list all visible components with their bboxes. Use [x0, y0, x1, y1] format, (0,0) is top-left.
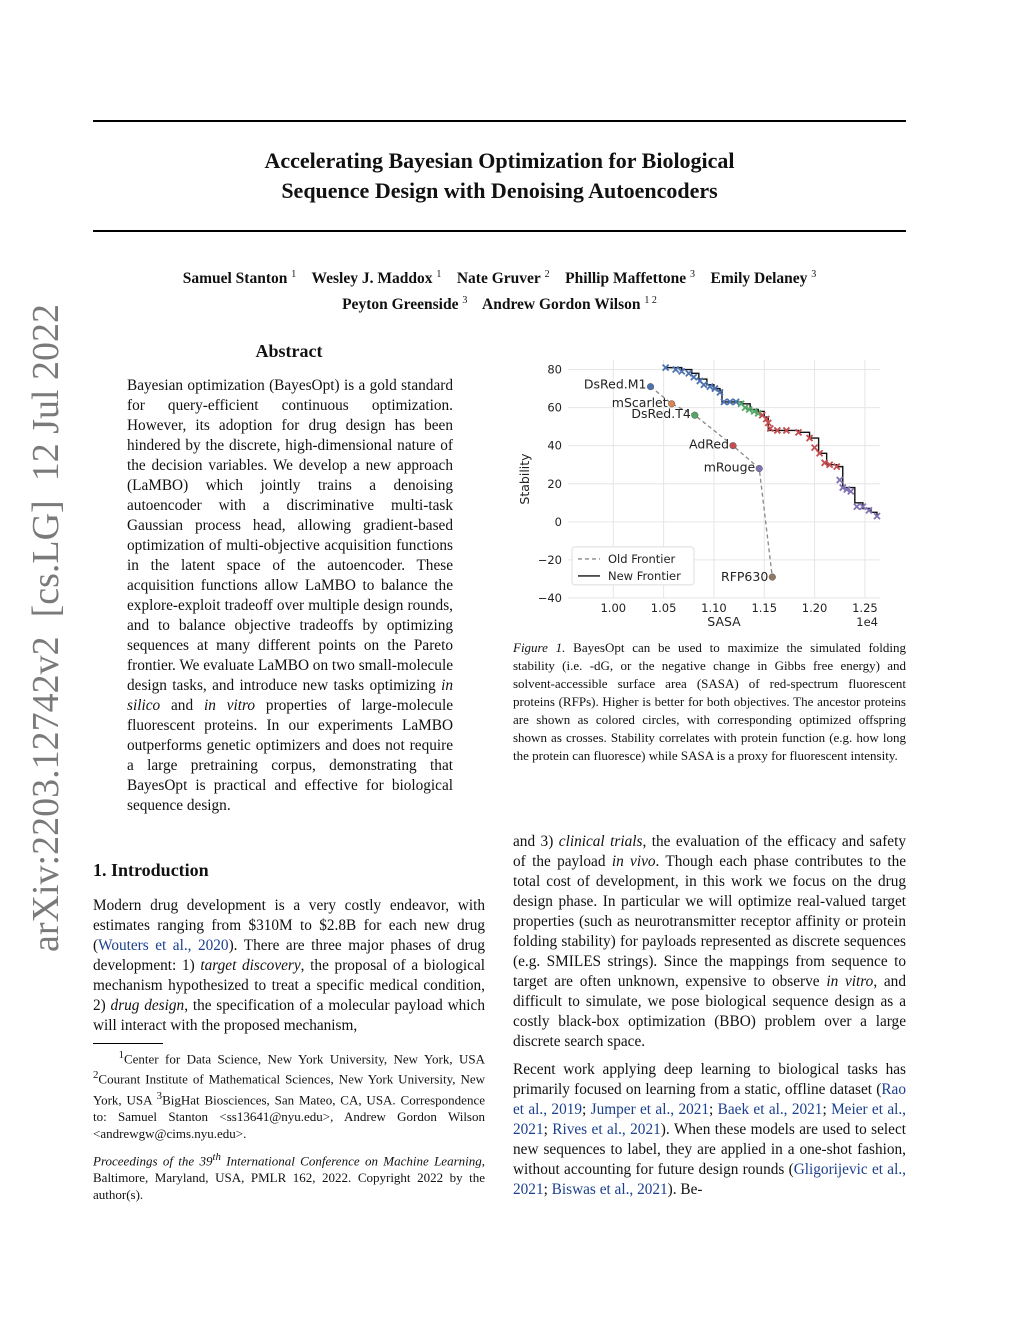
- footnote-marker: 3: [156, 1089, 163, 1102]
- footnote-marker: 1: [118, 1049, 124, 1061]
- ancestor-point: [730, 442, 737, 449]
- ancestor-point: [647, 383, 654, 390]
- proceedings-text: , Baltimore, Maryland, USA, PMLR 162, 2022. Copyright 2022 by the author(s).: [93, 1153, 485, 1203]
- citation-link[interactable]: Gligorijevic et al., 2021: [513, 1161, 906, 1198]
- abstract-emphasis: in silico: [127, 677, 453, 714]
- citation-link[interactable]: Biswas et al., 2021: [551, 1181, 668, 1198]
- paper-title: [93, 146, 906, 206]
- author-affiliation: 1: [436, 269, 442, 280]
- legend-new-frontier-label: New Frontier: [608, 568, 681, 583]
- offspring-point: [837, 477, 843, 483]
- footnote-text: Courant Institute of Mathematical Sciences, New York University, New York, USA: [93, 1071, 485, 1107]
- footnote-text: BigHat Biosciences, San Mateo, CA, USA. Correspondence to: Samuel Stanton <ss13641@nyu.edu>, Andrew Gordon Wilson <andrewgw@cims.nyu.edu>.: [93, 1091, 485, 1141]
- pareto-frontier-chart: [513, 350, 906, 635]
- author-affiliation: 3: [811, 269, 817, 280]
- author-name: Wesley J. Maddox: [311, 270, 433, 288]
- title-line-1: Accelerating Bayesian Optimization for Biological: [264, 148, 735, 173]
- y-tick-label: 80: [547, 362, 562, 377]
- author-line-1: [93, 264, 906, 290]
- intro-text: ). There are three major phases of drug development: 1): [93, 937, 485, 974]
- x-axis-scale-label: 1e4: [856, 615, 878, 629]
- body-text: , the evaluation of the efficacy and safety of the payload: [513, 833, 906, 870]
- ancestor-label: AdRed: [689, 436, 730, 452]
- figure-label: Figure 1.: [513, 640, 566, 655]
- figure-caption: [513, 639, 906, 765]
- abstract-heading: Abstract: [255, 341, 323, 361]
- paragraph: [513, 1060, 906, 1200]
- proceedings-venue: International Conference on Machine Learning: [220, 1153, 482, 1169]
- body-emphasis: clinical trials: [558, 833, 643, 850]
- body-text: and 3): [513, 833, 559, 850]
- citation-link[interactable]: Rao et al., 2019: [513, 1081, 906, 1118]
- ancestor-point: [769, 574, 776, 581]
- citation-link[interactable]: Rives et al., 2021: [552, 1121, 661, 1138]
- proceedings-note: [93, 1149, 485, 1203]
- abstract-emphasis: in vitro: [203, 697, 256, 714]
- x-tick-label: 1.10: [701, 601, 727, 615]
- citation-link[interactable]: Meier et al., 2021: [513, 1101, 907, 1138]
- title-line-2: Sequence Design with Denoising Autoencoders: [281, 178, 718, 203]
- author-affiliation: 2: [544, 269, 550, 280]
- author-name: Andrew Gordon Wilson: [482, 296, 641, 314]
- offspring-point: [854, 504, 860, 510]
- arxiv-stamp-text: arXiv:2203.12742v2 [cs.LG] 12 Jul 2022: [25, 303, 67, 952]
- ancestor-label: mRouge: [703, 459, 756, 475]
- author-affiliation: 3: [462, 295, 468, 307]
- footnote-marker: 2: [93, 1069, 99, 1082]
- x-tick-label: 1.00: [600, 601, 627, 615]
- y-tick-label: −40: [537, 591, 562, 605]
- ancestor-label: DsRed.T4: [631, 406, 691, 422]
- author-line-2: [93, 290, 906, 316]
- author-name: Emily Delaney: [710, 270, 808, 288]
- author-list: [93, 264, 906, 316]
- ancestor-point: [756, 465, 763, 472]
- ancestor-label: RFP630: [721, 569, 769, 585]
- x-axis-label: SASA: [707, 614, 741, 629]
- citation-separator: ;: [543, 1121, 553, 1138]
- intro-text: Modern drug development is a very costly endeavor, with estimates ranging from $310M to $2.8B for each new drug (: [93, 897, 485, 954]
- proceedings-ordinal: th: [212, 1151, 221, 1163]
- ancestor-label: DsRed.M1: [583, 376, 647, 392]
- proceedings-venue: Proceedings of the 39: [93, 1153, 213, 1169]
- author-name: Phillip Maffettone: [565, 270, 687, 288]
- x-tick-label: 1.05: [650, 601, 677, 615]
- y-axis-label: Stability: [517, 453, 532, 505]
- abstract-text: and: [160, 697, 204, 714]
- offspring-point: [691, 374, 697, 380]
- abstract-body: [127, 376, 453, 816]
- citation-link[interactable]: Baek et al., 2021: [717, 1101, 823, 1118]
- caption-text: BayesOpt can be used to maximize the simulated folding stability (i.e. -dG, or the negative change in Gibbs free energy) and solvent-accessible surface area (SASA) of red-spectrum fluorescent proteins (RFPs). Higher is better for both objectives. The ancestor proteins are shown as colored circles, with corresponding optimized offspring shown as crosses. Stability correlates with protein function (e.g. how long the protein can fluoresce) while SASA is a proxy for fluorescent intensity.: [513, 640, 907, 763]
- citation-separator: ;: [582, 1101, 591, 1118]
- author-affiliation: 3: [690, 269, 696, 280]
- y-tick-label: 20: [547, 476, 562, 491]
- citation-separator: ;: [709, 1101, 718, 1118]
- ancestor-point: [692, 412, 699, 419]
- ancestor-label: mScarlet: [611, 394, 668, 410]
- footnote-text: Center for Data Science, New York University, New York, USA: [123, 1051, 486, 1067]
- body-emphasis: in vitro: [826, 973, 874, 990]
- author-affiliation: 1: [291, 269, 297, 280]
- y-tick-label: −20: [537, 552, 562, 567]
- citation-link[interactable]: Jumper et al., 2021: [590, 1101, 710, 1118]
- citation-separator: ;: [543, 1181, 552, 1198]
- abstract-text: Bayesian optimization (BayesOpt) is a gold standard for query-efficient continuous optimization. However, its adoption for drug design has been hindered by the discrete, high-dimensional nature of the decision variables. We develop a new approach (LaMBO) which jointly trains a denoising autoencoder with a discriminative multi-task Gaussian process head, allowing gradient-based optimization of multi-objective acquisition functions in the latent space of the autoencoder. These acquisition functions allow LaMBO to balance the explore-exploit tradeoff over multiple design rounds, and to balance objective tradeoffs by optimizing sequences at many different points on the Pareto frontier. We evaluate LaMBO on two small-molecule design tasks, and introduce new tasks optimizing: [127, 377, 453, 694]
- title-rule-bottom: [93, 230, 906, 232]
- body-text: Recent work applying deep learning to biological tasks has primarily focused on learning from a static, offline dataset (: [513, 1061, 906, 1098]
- citation-separator: ;: [822, 1101, 832, 1118]
- section-heading-introduction: 1. Introduction: [93, 860, 209, 880]
- body-text: ). Be-: [667, 1181, 703, 1198]
- y-tick-label: 0: [554, 514, 562, 529]
- intro-emphasis: target discovery: [200, 957, 301, 974]
- paragraph: [513, 832, 906, 1052]
- y-tick-label: 60: [547, 400, 562, 415]
- right-column-body: [513, 832, 906, 1208]
- intro-emphasis: drug design: [110, 997, 185, 1014]
- author-name: Peyton Greenside: [342, 296, 459, 314]
- x-tick-label: 1.15: [751, 601, 778, 615]
- body-emphasis: in vivo: [611, 853, 656, 870]
- body-text: ). When these models are used to select new sequences to label, they are applied in a one-shot fashion, without accounting for future design rounds (: [513, 1121, 906, 1178]
- abstract-text: properties of large-molecule fluorescent proteins. In our experiments LaMBO outperforms genetic optimizers and does not require a large pretraining corpus, demonstrating that BayesOpt is practical and effective for biological sequence design.: [127, 697, 453, 814]
- y-tick-label: 40: [547, 438, 562, 453]
- x-tick-label: 1.25: [852, 601, 878, 615]
- author-name: Samuel Stanton: [182, 270, 288, 288]
- offspring-point: [701, 382, 707, 388]
- citation-link[interactable]: Wouters et al., 2020: [98, 937, 229, 954]
- footnote-rule: [93, 1043, 163, 1044]
- intro-text: , the specification of a molecular payload which will interact with the proposed mechanism,: [93, 997, 485, 1034]
- title-rule-top: [93, 120, 906, 122]
- body-text: . Though each phase contributes to the total cost of development, in this work we focus on the drug design phase. In particular we will optimize real-valued target properties (such as neurotransmitter receptor affinity or protein folding stability) for payloads represented as discrete sequences (e.g. SMILES strings). Since the mappings from sequence to target are often unknown, expensive to observe: [513, 853, 907, 990]
- affiliation-footnote: [93, 1047, 485, 1142]
- intro-text: , the proposal of a biological mechanism hypothesized to treat a specific medical condition, 2): [93, 957, 485, 1014]
- legend-old-frontier-label: Old Frontier: [608, 551, 676, 566]
- body-text: , and difficult to simulate, we pose biological sequence design as a costly black-box optimization (BBO) problem over a large discrete search space.: [513, 973, 906, 1050]
- author-name: Nate Gruver: [456, 270, 541, 288]
- author-affiliation: 1 2: [644, 295, 657, 307]
- x-tick-label: 1.20: [801, 601, 828, 615]
- intro-body: [93, 896, 485, 1036]
